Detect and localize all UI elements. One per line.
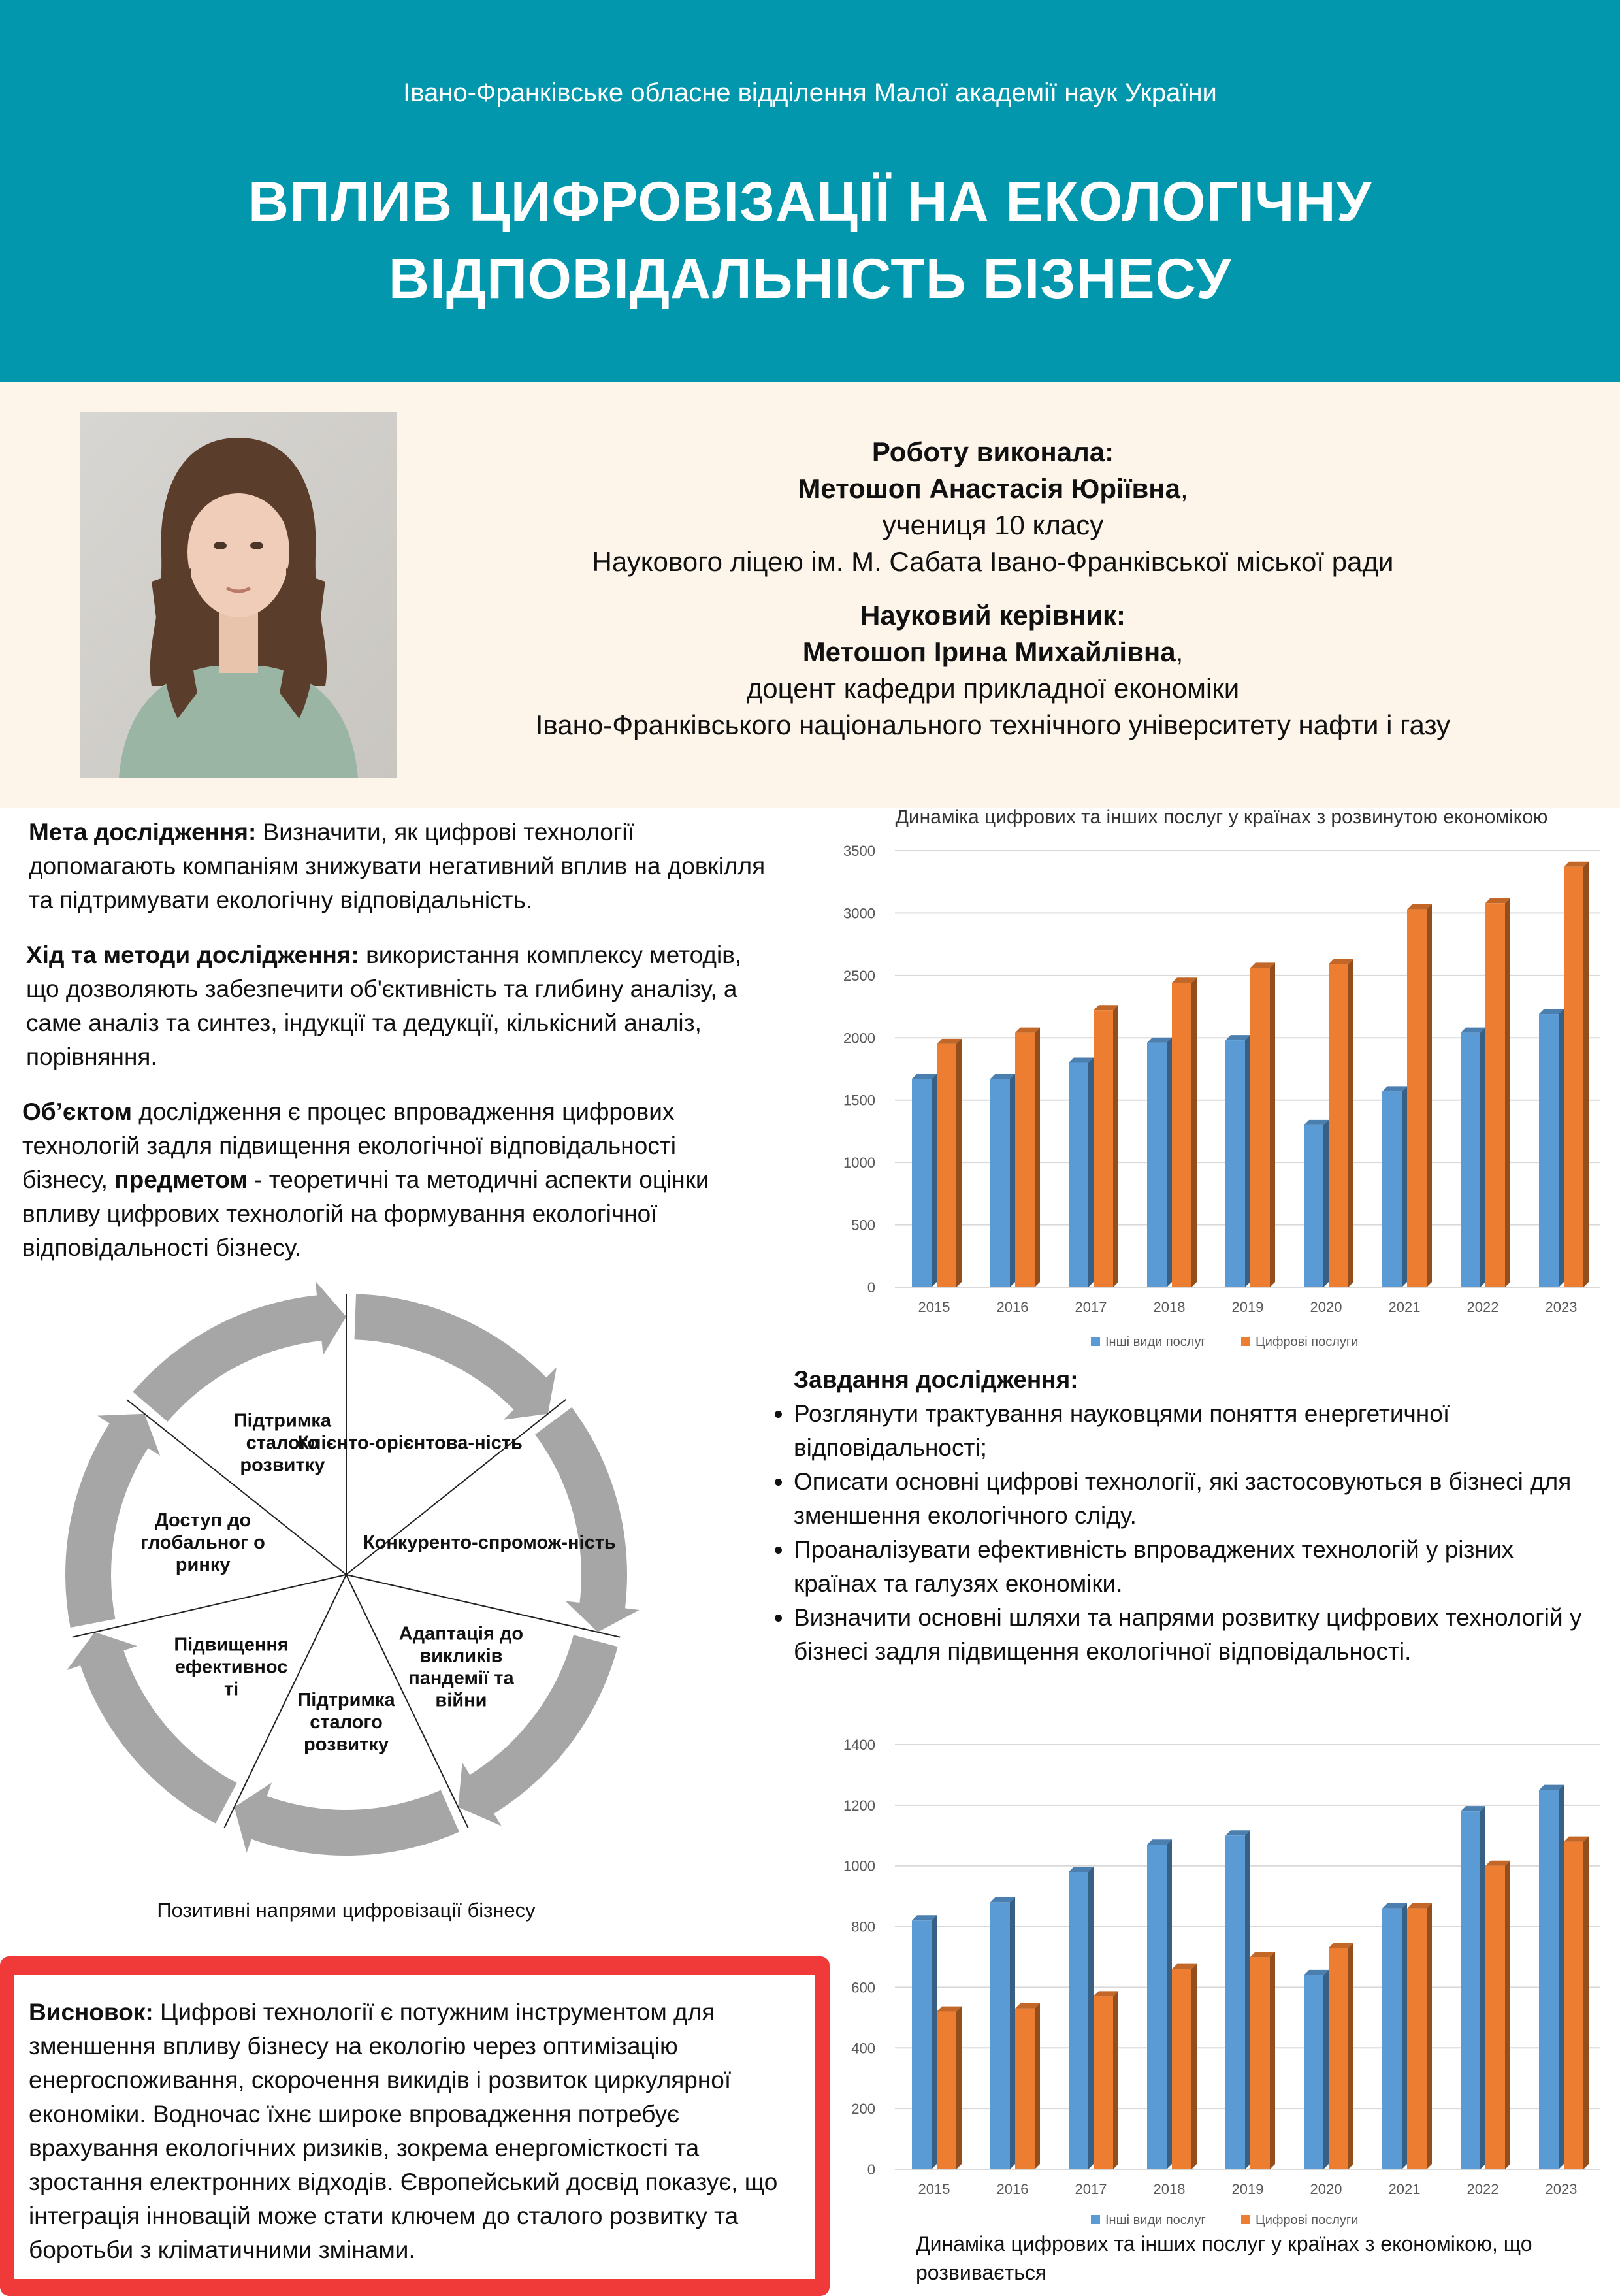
cycle-segment-label: Підвищення ефективнос ті <box>174 1634 289 1700</box>
y-tick-label: 0 <box>867 1279 875 1296</box>
x-tick-label: 2023 <box>1545 2181 1578 2197</box>
y-tick-label: 1200 <box>843 1797 875 1814</box>
y-tick-label: 3500 <box>843 843 875 859</box>
legend-label: Інші види послуг <box>1105 2213 1206 2227</box>
y-tick-label: 1000 <box>843 1858 875 1875</box>
cycle-arrow <box>65 1414 160 1628</box>
bar-side <box>1583 1837 1589 2169</box>
bar <box>1069 1872 1088 2169</box>
bar-side <box>932 1915 937 2169</box>
goal-text: Визначити, як цифрові технології допомагають компаніям знижувати негативний вплив на довкілля та підтримувати екологічну відповідальність. <box>29 819 766 913</box>
research-goal <box>29 815 767 917</box>
x-tick-label: 2021 <box>1388 1299 1421 1315</box>
cycle-segment-label: Підтримка сталого розвитку <box>233 1410 331 1476</box>
bar-side <box>1191 977 1197 1287</box>
organization-name: Івано-Франківське обласне відділення Малої академії наук України <box>403 78 1217 107</box>
bar-side <box>1427 904 1432 1287</box>
bar-side <box>1167 1038 1172 1287</box>
y-tick-label: 1500 <box>843 1092 875 1109</box>
bar <box>1461 1033 1480 1287</box>
bar-side <box>1323 1970 1329 2169</box>
bar-side <box>1088 1867 1094 2169</box>
x-tick-label: 2018 <box>1153 2181 1186 2197</box>
bar-side <box>1505 1861 1510 2169</box>
bar <box>990 1902 1010 2169</box>
bar-side <box>1035 2003 1040 2169</box>
conclusion-text <box>29 1995 813 2267</box>
bar-side <box>1348 1943 1353 2169</box>
bar-side <box>1559 1785 1564 2169</box>
x-tick-label: 2021 <box>1388 2181 1421 2197</box>
x-tick-label: 2020 <box>1310 1299 1342 1315</box>
bar <box>912 1920 932 2169</box>
object-label: Об’єктом <box>22 1098 132 1125</box>
bar <box>1094 1010 1113 1287</box>
y-tick-label: 1400 <box>843 1737 875 1753</box>
bar-side <box>1010 1897 1015 2169</box>
legend-label: Інші види послуг <box>1105 1335 1206 1349</box>
bar-side <box>1505 898 1510 1287</box>
bar-side <box>1402 1903 1407 2169</box>
chart-developing-economies <box>830 1718 1613 2228</box>
bar-side <box>1167 1839 1172 2169</box>
cycle-segment-label: Адаптація до викликів пандемії та війни <box>398 1623 524 1711</box>
legend-swatch <box>1241 1337 1250 1346</box>
cycle-arrow <box>535 1407 640 1632</box>
x-tick-label: 2020 <box>1310 2181 1342 2197</box>
author-name: Метошоп Анастасія Юріївна <box>798 473 1181 504</box>
bar <box>1225 1835 1245 2169</box>
task-item: • Визначити основні шляхи та напрями розвитку цифрових технологій у бізнесі задля підвищення екологічної відповідальності. <box>794 1601 1600 1669</box>
bar <box>1382 1091 1402 1287</box>
bar <box>1564 1842 1583 2169</box>
bar <box>1015 2009 1035 2169</box>
bar <box>1172 1969 1191 2169</box>
cycle-segment-label: Конкуренто-спромож-ність <box>363 1532 616 1553</box>
bar-side <box>1427 1903 1432 2169</box>
bar <box>1250 968 1270 1287</box>
bar <box>1304 1125 1323 1287</box>
author-photo <box>80 412 397 778</box>
y-tick-label: 3000 <box>843 905 875 922</box>
task-item: • Розглянути трактування науковцями поняття енергетичної відповідальності; <box>794 1397 1600 1465</box>
author-grade: учениця 10 класу <box>882 510 1104 540</box>
bar-side <box>932 1074 937 1287</box>
page-title <box>0 163 1620 318</box>
bar-side <box>1583 862 1589 1287</box>
bar <box>1382 1909 1402 2169</box>
bar-side <box>956 1039 962 1287</box>
y-tick-label: 600 <box>851 1979 875 1996</box>
digitalization-cycle-diagram <box>52 1281 666 1895</box>
bar-side <box>1191 1964 1197 2169</box>
y-tick-label: 400 <box>851 2040 875 2057</box>
x-tick-label: 2016 <box>996 2181 1029 2197</box>
bar <box>1407 1909 1427 2169</box>
done-by-label: Роботу виконала: <box>871 436 1114 467</box>
conclusion-body: Цифрові технології є потужним інструментом для зменшення впливу бізнесу на екологію через оптимізацію енергоспоживання, скорочення викидів і розвиток циркулярної економіки. Водночас їхнє широке впровадження потребує врахування екологічних ризиків, зокрема енергомісткості та зростання електронних відходів. Європейський досвід показує, що інтеграція інновацій може стати ключем до сталого розвитку та боротьби з кліматичними змінами. <box>29 1999 778 2263</box>
supervisor-label: Науковий керівник: <box>860 600 1126 631</box>
x-tick-label: 2022 <box>1466 1299 1499 1315</box>
y-tick-label: 800 <box>851 1918 875 1935</box>
bar <box>1015 1033 1035 1287</box>
supervisor-position: доцент кафедри прикладної економіки <box>746 673 1240 704</box>
author-name-line: Метошоп Анастасія Юріївна, <box>798 473 1188 504</box>
author-section <box>0 382 1620 808</box>
bar-side <box>1480 1806 1485 2169</box>
bar <box>1069 1062 1088 1287</box>
y-tick-label: 2500 <box>843 967 875 984</box>
bar <box>1539 1014 1559 1287</box>
bar <box>1304 1975 1323 2169</box>
bar <box>1147 1043 1167 1287</box>
supervisor-org: Івано-Франківського національного технічного університету нафти і газу <box>535 710 1451 740</box>
bar <box>1564 867 1583 1287</box>
bar-side <box>1559 1009 1564 1287</box>
x-tick-label: 2019 <box>1231 1299 1264 1315</box>
y-tick-label: 500 <box>851 1217 875 1234</box>
cycle-arrow <box>235 1782 459 1856</box>
author-school: Наукового ліцею ім. М. Сабата Івано-Франківської міської ради <box>592 546 1394 577</box>
bar-side <box>1088 1057 1094 1287</box>
x-tick-label: 2017 <box>1075 1299 1107 1315</box>
bar <box>1485 903 1505 1287</box>
x-tick-label: 2023 <box>1545 1299 1578 1315</box>
bar <box>1329 1948 1348 2169</box>
cycle-caption: Позитивні напрями цифровізації бізнесу <box>157 1899 536 1922</box>
cycle-divider <box>73 1575 346 1637</box>
bar-side <box>1245 1035 1250 1287</box>
research-object <box>22 1095 747 1265</box>
cycle-arrow <box>355 1294 557 1420</box>
cycle-segment-label: Доступ до глобальног о ринку <box>140 1509 265 1575</box>
subject-label: предметом <box>114 1166 248 1193</box>
bar-side <box>1348 959 1353 1287</box>
title-line-1: ВПЛИВ ЦИФРОВІЗАЦІЇ НА ЕКОЛОГІЧНУ <box>248 171 1372 233</box>
bar-side <box>1010 1074 1015 1287</box>
x-tick-label: 2015 <box>918 1299 950 1315</box>
tasks-list <box>758 1397 1600 1669</box>
chart-developed-economies <box>830 804 1613 1366</box>
bar <box>1172 983 1191 1287</box>
bar <box>1485 1866 1505 2169</box>
bar <box>937 1044 956 1287</box>
legend-label: Цифрові послуги <box>1256 2213 1359 2227</box>
legend-swatch <box>1091 2215 1100 2224</box>
bar-side <box>1270 962 1275 1287</box>
title-line-2: ВІДПОВІДАЛЬНІСТЬ БІЗНЕСУ <box>388 248 1232 310</box>
y-tick-label: 0 <box>867 2161 875 2178</box>
chart2-caption: Динаміка цифрових та інших послуг у країнах з економікою, що розвивається <box>916 2232 1532 2284</box>
tasks-title: Завдання дослідження: <box>794 1366 1078 1393</box>
research-tasks <box>758 1363 1600 1669</box>
bar <box>1094 1996 1113 2169</box>
bar <box>1250 1957 1270 2169</box>
x-tick-label: 2019 <box>1231 2181 1264 2197</box>
bar-side <box>1113 1005 1118 1287</box>
bar-side <box>1402 1086 1407 1287</box>
bar <box>1225 1040 1245 1287</box>
legend-label: Цифрові послуги <box>1256 1335 1359 1349</box>
bar-side <box>1113 1991 1118 2169</box>
bar-side <box>1035 1028 1040 1287</box>
bar <box>1147 1845 1167 2169</box>
bar <box>1539 1790 1559 2169</box>
bar-side <box>1323 1120 1329 1287</box>
research-methods <box>26 938 771 1074</box>
conclusion-panel <box>14 1975 815 2279</box>
chart-title: Динаміка цифрових та інших послуг у країнах з розвинутою економікою <box>895 806 1548 828</box>
bar-side <box>1245 1830 1250 2169</box>
bar <box>990 1079 1010 1287</box>
bar <box>1407 910 1427 1287</box>
y-tick-label: 1000 <box>843 1155 875 1172</box>
header-banner <box>0 0 1620 382</box>
conclusion-label: Висновок: <box>29 1999 154 2025</box>
subject-text: - теоретичні та методичні аспекти оцінки впливу цифрових технологій на формування екологічної відповідальності бізнесу. <box>22 1166 709 1261</box>
object-text: дослідження є процес впровадження цифрових технологій задля підвищення екологічної відповідальності бізнесу, <box>22 1098 676 1193</box>
legend-swatch <box>1091 1337 1100 1346</box>
methods-label: Хід та методи дослідження: <box>26 942 359 968</box>
bar <box>912 1079 932 1287</box>
x-tick-label: 2022 <box>1466 2181 1499 2197</box>
task-item: • Описати основні цифрові технології, які застосовуються в бізнесі для зменшення екологічного сліду. <box>794 1465 1600 1533</box>
conclusion-box <box>0 1956 830 2296</box>
x-tick-label: 2016 <box>996 1299 1029 1315</box>
bar-side <box>1270 1952 1275 2169</box>
goal-label: Мета дослідження: <box>29 819 257 845</box>
y-tick-label: 2000 <box>843 1030 875 1047</box>
bar-side <box>956 2007 962 2169</box>
bar <box>1461 1811 1480 2169</box>
cycle-segment-label: Підтримка сталого розвитку <box>297 1690 395 1755</box>
x-tick-label: 2017 <box>1075 2181 1107 2197</box>
cycle-arrow <box>133 1281 346 1421</box>
bar <box>1329 964 1348 1287</box>
bar <box>937 2012 956 2169</box>
bar-side <box>1480 1028 1485 1287</box>
legend-swatch <box>1241 2215 1250 2224</box>
supervisor-name-line: Метошоп Ірина Михайлівна, <box>802 636 1184 667</box>
methods-text: використання комплексу методів, що дозволяють забезпечити об'єктивність та глибину аналізу, а саме аналіз та синтез, індукції та дедукції, кількісний аналіз, порівняння. <box>26 942 742 1070</box>
x-tick-label: 2015 <box>918 2181 950 2197</box>
x-tick-label: 2018 <box>1153 1299 1186 1315</box>
y-tick-label: 200 <box>851 2101 875 2118</box>
supervisor-name: Метошоп Ірина Михайлівна <box>802 636 1176 667</box>
task-item: • Проаналізувати ефективність впроваджених технологій у різних країнах та галузях економіки. <box>794 1533 1600 1601</box>
author-info <box>418 434 1568 744</box>
cycle-segment-label: Клієнто-орієнтова-ність <box>297 1432 523 1454</box>
